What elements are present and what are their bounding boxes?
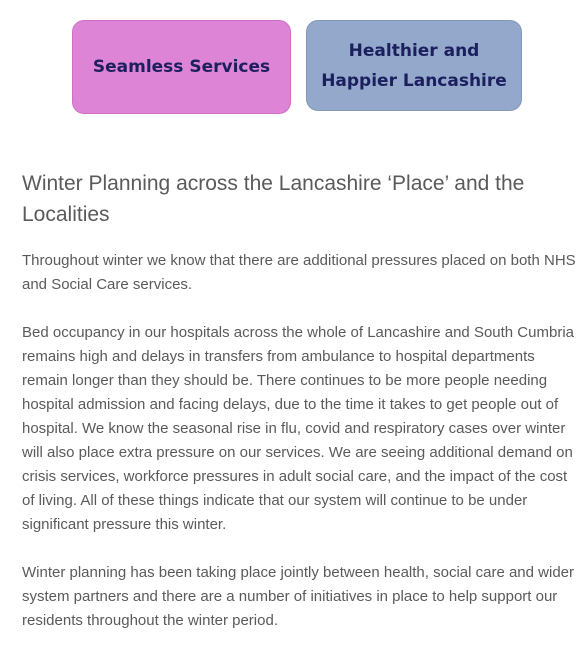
article-paragraph-2: Bed occupancy in our hospitals across the whole of Lancashire and South Cumbria remains high and delays in transfers from ambulance to hospital departments remain longer than they should be. There continues to be more people needing hospital admission and facing delays, due to the time it takes to get people out of hospital. We know the seasonal rise in flu, covid and respiratory cases over winter will also place extra pressure on our services. We are seeing additional demand on crisis services, workforce pressures in adult social care, and the impact of the cost of living. All of these things indicate that our system will continue to be under significant pressure this winter. [22,324,574,533]
article-paragraph-3: Winter planning has been taking place jointly between health, social care and wider system partners and there are a number of initiatives in place to help support our residents throughout the winter period. [22,564,575,629]
badge-row [72,20,522,114]
seamless-services-button[interactable] [72,20,291,114]
article [22,168,578,633]
seamless-services-label: Seamless Services [92,57,271,77]
healthier-happier-lancashire-button[interactable] [306,20,522,111]
article-paragraph-1: Throughout winter we know that there are additional pressures placed on both NHS and Social Care services. [22,252,576,293]
healthier-happier-lancashire-label: Healthier and Happier Lancashire [321,40,507,91]
article-title: Winter Planning across the Lancashire ‘Place’ and the Localities [22,172,525,226]
